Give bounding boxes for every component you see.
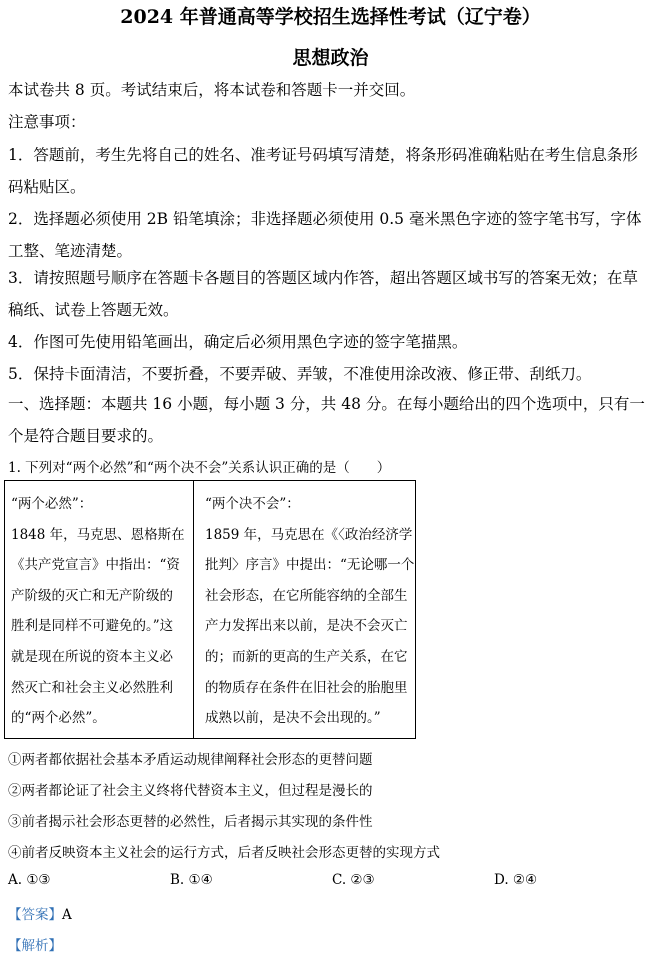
option-c[interactable]: C. ②③ (332, 872, 375, 888)
table-text-line: 的；而新的更高的生产关系，在它 (205, 648, 408, 665)
section-heading: 一、选择题：本题共 16 小题，每小题 3 分，共 48 分。在每小题给出的四个选项中，只有一 (8, 395, 645, 413)
table-text-line: 产阶级的灭亡和无产阶级的 (11, 587, 173, 604)
question-stem: 1. 下列对“两个必然”和“两个决不会”关系认识正确的是（ ） (8, 460, 391, 476)
notice-line: 工整、笔迹清楚。 (8, 242, 133, 260)
table-text-line: 社会形态，在它所能容纳的全部生 (205, 587, 408, 604)
notice-line: 稿纸、试卷上答题无效。 (8, 301, 179, 319)
answer-value: A (62, 907, 72, 923)
table-right-cell (205, 489, 414, 734)
notice-line: 码粘贴区。 (8, 178, 86, 196)
notice-line: 1．答题前，考生先将自己的姓名、准考证号码填写清楚，将条形码准确粘贴在考生信息条形 (8, 146, 638, 164)
statement-1: ①两者都依据社会基本矛盾运动规律阐释社会形态的更替问题 (8, 752, 373, 768)
option-a[interactable]: A. ①③ (8, 872, 51, 888)
answer-tag: 【答案】 (8, 907, 62, 923)
table-text-line: 胜利是同样不可避免的。”这 (11, 618, 174, 635)
option-d[interactable]: D. ②④ (494, 872, 538, 888)
table-divider (193, 481, 194, 738)
table-text-line: 的“两个必然”。 (11, 710, 106, 727)
table-left-cell (11, 489, 185, 734)
table-text-line: “两个决不会”： (205, 496, 300, 512)
table-text-line: 就是现在所说的资本主义必 (11, 648, 173, 665)
notice-heading: 注意事项： (8, 113, 86, 131)
intro-text: 本试卷共 8 页。考试结束后，将本试卷和答题卡一并交回。 (8, 81, 416, 99)
notice-line: 2．选择题必须使用 2B 铅笔填涂；非选择题必须使用 0.5 毫米黑色字迹的签字笔书写，字体 (8, 210, 642, 228)
table-text-line: 1848 年，马克思、恩格斯在 (11, 526, 185, 543)
table-text-line: 的物质存在条件在旧社会的胎胞里 (205, 679, 408, 696)
analysis-tag: 【解析】 (8, 938, 62, 954)
notice-line: 5．保持卡面清洁，不要折叠，不要弄破、弄皱，不准使用涂改液、修正带、刮纸刀。 (8, 365, 592, 383)
table-text-line: 成熟以前，是决不会出现的。” (205, 710, 381, 727)
analysis-line (8, 934, 62, 954)
table-text-line: 然灭亡和社会主义必然胜利 (11, 679, 173, 696)
table-text-line: 产力发挥出来以前，是决不会灭亡 (205, 618, 408, 635)
statement-3: ③前者揭示社会形态更替的必然性，后者揭示其实现的条件性 (8, 814, 373, 830)
quote-table (4, 480, 416, 739)
notice-line: 4．作图可先使用铅笔画出，确定后必须用黑色字迹的签字笔描黑。 (8, 333, 468, 351)
table-text-line: 《共产党宣言》中指出：“资 (11, 557, 180, 574)
option-b[interactable]: B. ①④ (170, 872, 213, 888)
table-text-line: 1859 年，马克思在《〈政治经济学 (205, 526, 413, 543)
statement-4: ④前者反映资本主义社会的运行方式，后者反映社会形态更替的实现方式 (8, 845, 440, 861)
notice-line: 3．请按照题号顺序在答题卡各题目的答题区域内作答，超出答题区域书写的答案无效；在草 (8, 269, 638, 287)
table-text-line: 批判〉序言》中提出：“无论哪一个 (205, 557, 415, 574)
section-heading-cont: 个是符合题目要求的。 (8, 427, 164, 445)
table-text-line: “两个必然”： (11, 496, 93, 512)
statement-2: ②两者都论证了社会主义终将代替资本主义，但过程是漫长的 (8, 783, 373, 799)
subject-title: 思想政治 (292, 47, 369, 69)
exam-title: 2024 年普通高等学校招生选择性考试（辽宁卷） (120, 6, 541, 28)
answer-line (8, 903, 72, 923)
